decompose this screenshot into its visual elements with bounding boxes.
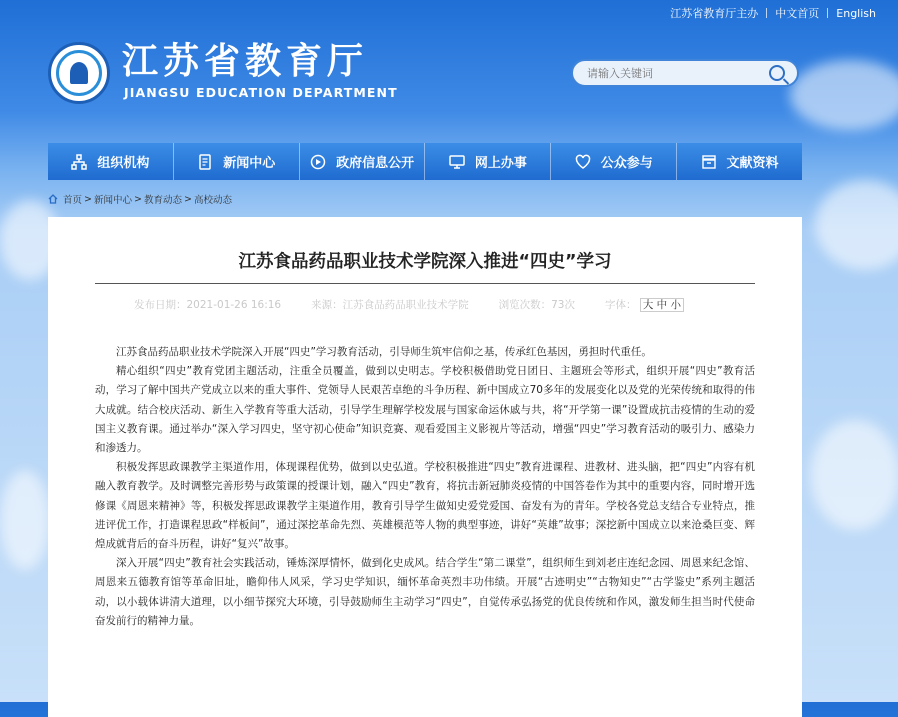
article-paragraph: 深入开展“四史”教育社会实践活动，锤炼深厚情怀，做到化史成风。结合学生“第二课堂”，组织师生到刘老庄连纪念园、周恩来纪念馆、周恩来五德教育馆等革命旧址，瞻仰伟人风采，学习史学知识，缅怀革命英烈丰功伟绩。开展“古迹明史”“古物知史”“古学鉴史”系列主题活动，以小载体讲清大道理，以小细节探究大环境，引导鼓励师生主动学习“四史”，自觉传承弘扬党的优良传统和作风，激发师生担当时代使命奋发前行的精神力量。 [95, 557, 755, 627]
article-source: 来源：江苏食品药品职业技术学院 [311, 299, 469, 311]
chinese-home-link[interactable]: 中文首页 [775, 7, 820, 20]
breadcrumb-home[interactable]: 首页 [63, 195, 83, 206]
background-cloud [790, 60, 898, 130]
view-count: 浏览次数：73次 [498, 299, 575, 311]
site-title-cn[interactable]: 江苏省教育厅 [122, 41, 369, 82]
background-cloud [810, 420, 898, 530]
archive-icon [701, 154, 717, 170]
nav-item-public-participation[interactable] [551, 143, 677, 180]
article-meta [134, 297, 684, 312]
home-icon [48, 194, 58, 204]
nav-item-online-service[interactable] [425, 143, 551, 180]
breadcrumb-news[interactable]: 新闻中心 [93, 195, 132, 206]
breadcrumb-university[interactable]: 高校动态 [193, 195, 232, 206]
english-link[interactable]: English [836, 6, 876, 20]
top-links-bar [662, 5, 898, 21]
article-card [48, 217, 802, 717]
article-paragraph: 江苏食品药品职业技术学院深入开展“四史”学习教育活动，引导师生筑牢信仰之基，传承红色基因，勇担时代重任。 [116, 346, 652, 358]
department-emblem-icon[interactable] [48, 42, 110, 104]
nav-label: 组织机构 [97, 156, 150, 171]
article-paragraph: 积极发挥思政课教学主渠道作用，体现课程优势，做到以史弘道。学校积极推进“四史”教育进课程、进教材、进头脑，把“四史”内容有机融入教育教学。及时调整完善形势与政策课的授课计划，融入“四史”教育，将抗击新冠肺炎疫情的中国答卷作为其中的重要内容，同时增开选修课《周恩来精神》等，积极发挥思政课教学主渠道作用，教育引导学生做知史爱党爱国、奋发有为的青年。学校各党总支结合专业特点，推进评优工作，打造课程思政“样板间”，通过深挖革命先烈、英雄模范等人物的典型事迹，讲好“英雄”故事；深挖新中国成立以来沧桑巨变、辉煌成就背后的奋斗历程，讲好“复兴”故事。 [95, 461, 755, 551]
article-paragraph: 精心组织“四史”教育党团主题活动，注重全员覆盖，做到以史明志。学校积极借助党日团日、主题班会等形式，组织开展“四史”教育活动，学习了解中国共产党成立以来的重大事件、党领导人民艰苦卓绝的斗争历程、新中国成立70多年的发展变化以及党的光荣传统和取得的伟大成就。结合校庆活动、新生入学教育等重大活动，引导学生理解学校发展与国家命运休戚与共，将“开学第一课”设置成抗击疫情的生动的爱国主义教育课。通过举办“深入学习四史，坚守初心使命”知识竞赛、观看爱国主义影视片等活动，增强“四史”学习教育活动的吸引力、感染力和渗透力。 [95, 365, 755, 455]
nav-item-documents[interactable] [677, 143, 802, 180]
search-input[interactable] [585, 66, 769, 81]
background-cloud [815, 180, 898, 270]
monitor-icon [449, 154, 465, 170]
document-icon [197, 154, 213, 170]
sponsor-link[interactable]: 江苏省教育厅主办 [670, 7, 759, 20]
search-icon[interactable] [769, 65, 785, 81]
nav-label: 政府信息公开 [336, 156, 415, 171]
search-box [571, 59, 799, 87]
breadcrumb-separator: > [84, 193, 92, 205]
breadcrumb [48, 192, 232, 206]
nav-label: 公众参与 [600, 156, 653, 171]
article-body [95, 343, 755, 631]
title-divider [95, 283, 755, 284]
nav-item-gov-info[interactable] [300, 143, 426, 180]
article-title: 江苏食品药品职业技术学院深入推进“四史”学习 [238, 252, 612, 272]
org-chart-icon [71, 154, 87, 170]
main-nav [48, 143, 802, 180]
nav-label: 新闻中心 [223, 156, 276, 171]
megaphone-icon [310, 154, 326, 170]
breadcrumb-education[interactable]: 教育动态 [143, 195, 182, 206]
nav-label: 网上办事 [474, 156, 527, 171]
site-title-en[interactable]: JIANGSU EDUCATION DEPARTMENT [124, 85, 398, 100]
background-cloud [0, 470, 50, 570]
nav-item-news[interactable] [174, 143, 300, 180]
breadcrumb-separator: > [134, 193, 142, 205]
font-size-options[interactable]: 大 中 小 [640, 298, 684, 312]
font-size-label: 字体： [605, 299, 637, 311]
breadcrumb-separator: > [183, 193, 192, 205]
nav-item-organization[interactable] [48, 143, 174, 180]
heart-icon [575, 154, 591, 170]
font-size-control [605, 297, 684, 312]
publish-date: 发布日期：2021-01-26 16:16 [134, 299, 282, 311]
nav-label: 文献资料 [726, 156, 779, 171]
emblem-core [70, 62, 88, 84]
